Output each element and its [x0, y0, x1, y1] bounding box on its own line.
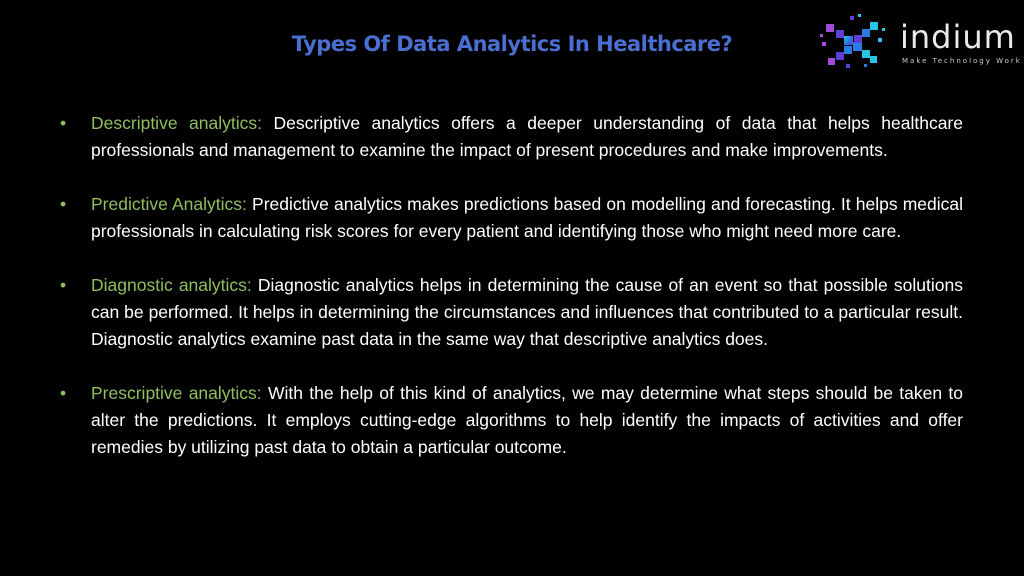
bullet-marker: • [60, 194, 67, 214]
bullet-term: Prescriptive analytics: [91, 383, 262, 403]
bullet-diagnostic [60, 272, 963, 353]
bullet-marker: • [60, 113, 67, 133]
bullet-predictive [60, 191, 963, 245]
bullet-marker: • [60, 383, 67, 403]
bullet-descriptive [60, 110, 963, 164]
bullet-text: With the help of this kind of analytics, we may determine what steps should be taken to alter the predictions. It employs cutting-edge algorithms to help identify the impacts of activities and offer remedies by utilizing past data to obtain a particular outcome. [91, 383, 963, 457]
bullet-marker: • [60, 275, 67, 295]
bullet-term: Predictive Analytics: [91, 194, 247, 214]
pixel-x-icon [818, 10, 898, 72]
bullet-text: Descriptive analytics offers a deeper understanding of data that helps healthcare professionals and management to examine the impact of present procedures and make improvements. [91, 113, 963, 160]
bullet-text: Predictive analytics makes predictions based on modelling and forecasting. It helps medical professionals in calculating risk scores for every patient and identifying those who might need more care. [91, 194, 963, 241]
bullet-term: Diagnostic analytics: [91, 275, 252, 295]
bullet-prescriptive [60, 380, 963, 461]
bullet-text: Diagnostic analytics helps in determining the cause of an event so that possible solutions can be performed. It helps in determining the circumstances and influences that contributed to a particular result. Diagnostic analytics examine past data in the same way that descriptive analytics does. [91, 275, 963, 349]
company-logo [818, 10, 1022, 72]
analytics-types-list [60, 110, 963, 488]
slide-title: Types Of Data Analytics In Healthcare? [291, 32, 733, 56]
logo-tagline: Make Technology Work [902, 57, 1022, 65]
logo-wordmark: indium [900, 18, 1016, 56]
bullet-term: Descriptive analytics: [91, 113, 262, 133]
